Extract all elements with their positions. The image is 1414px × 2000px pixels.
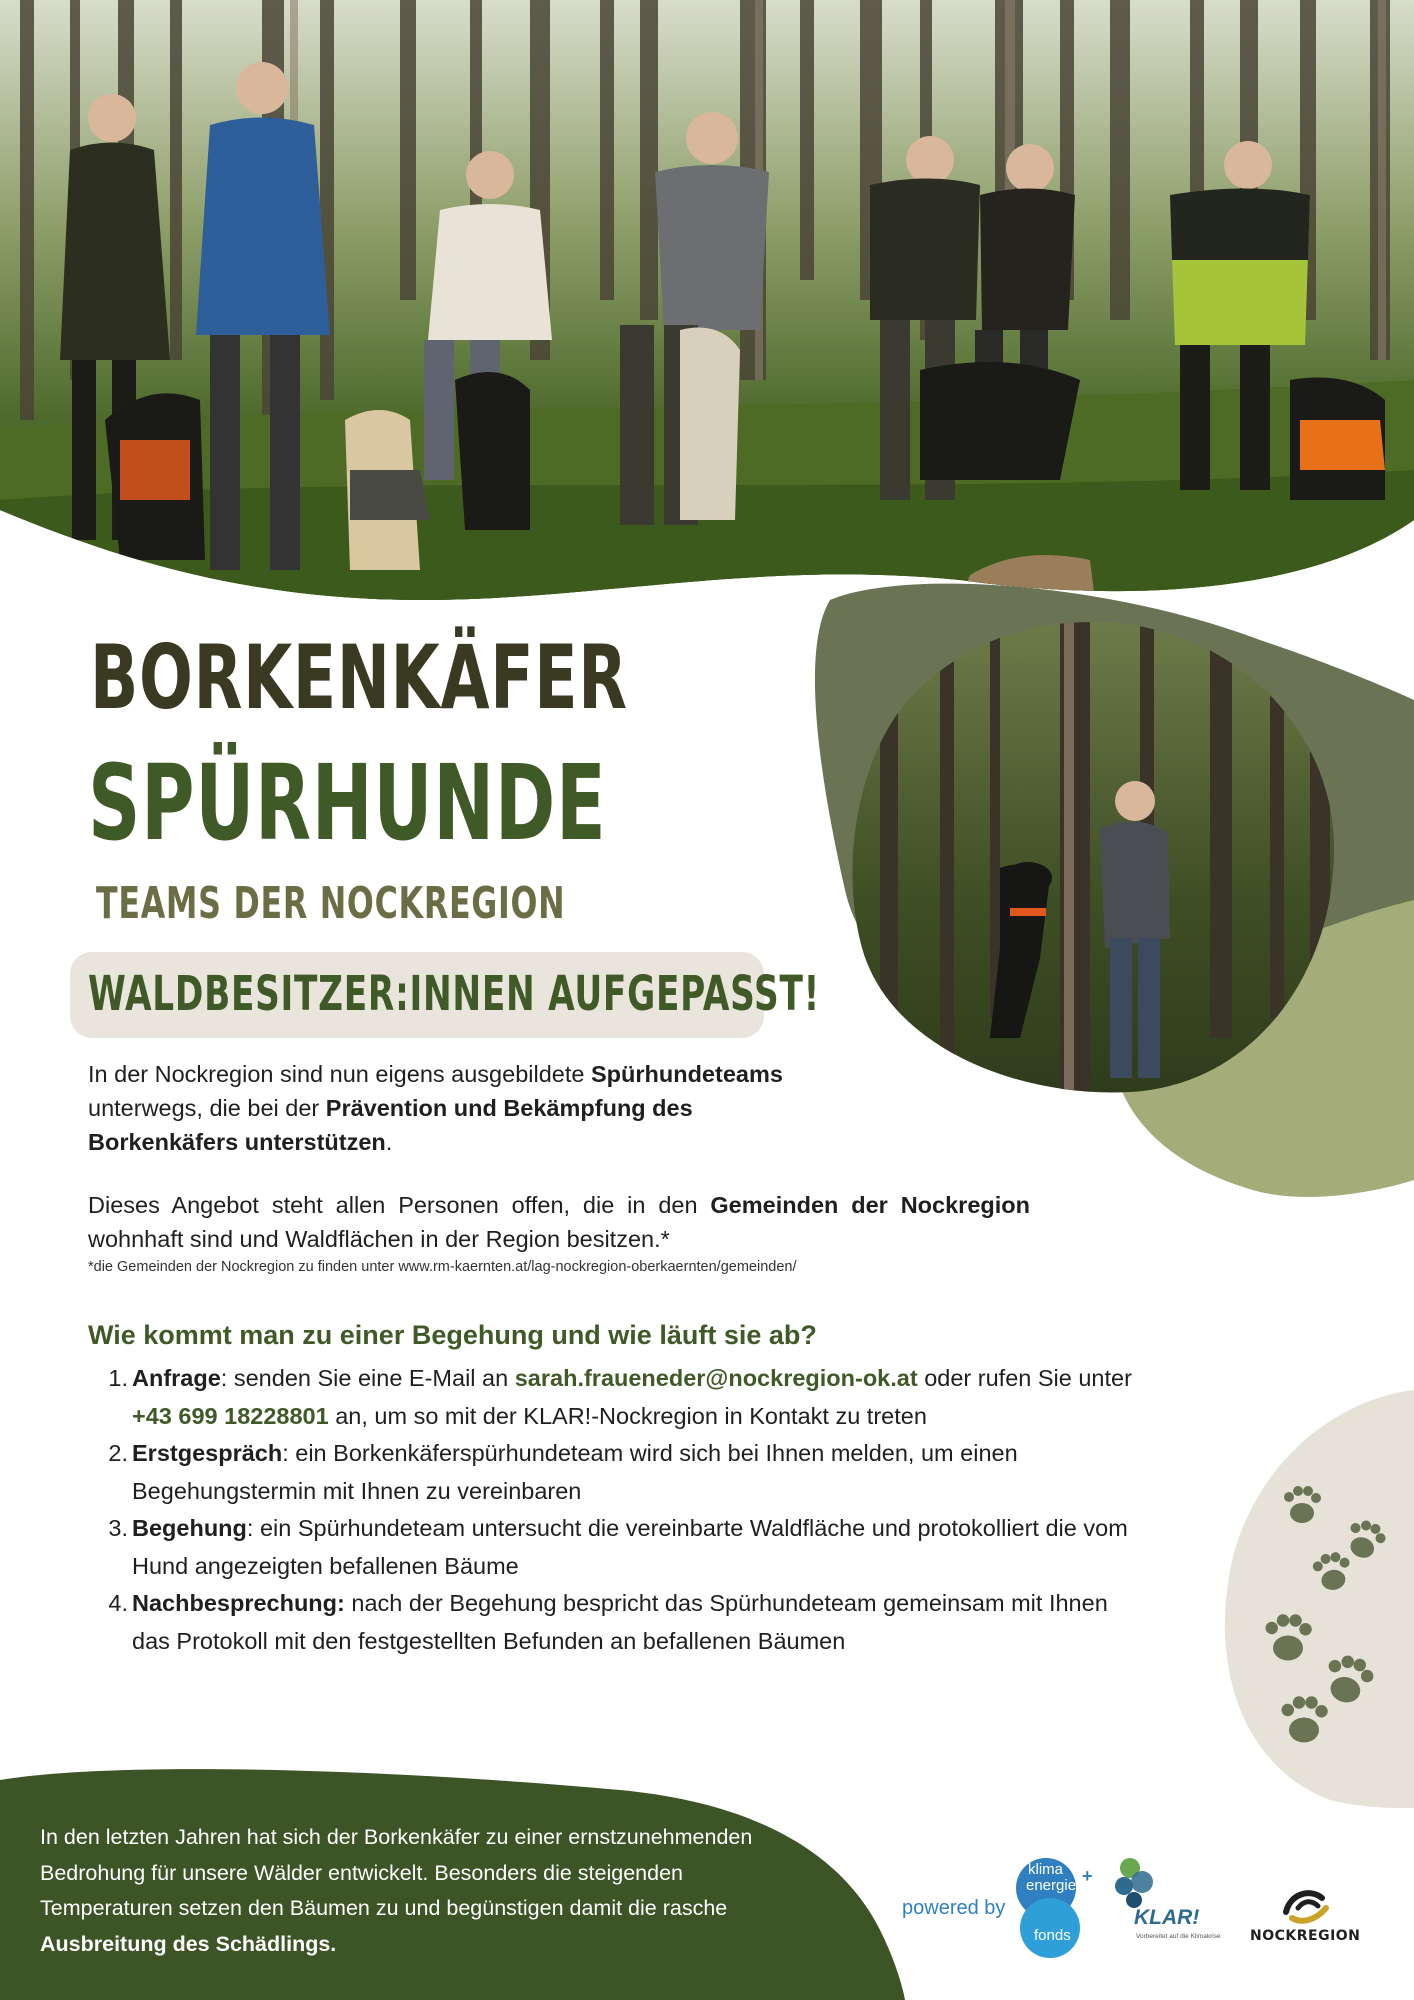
step-text: an, um so mit der KLAR!-Nockregion in Kontakt zu treten [328, 1402, 927, 1429]
intro-paragraph-1 [88, 1057, 848, 1159]
subtitle: TEAMS DER NOCKREGION [96, 878, 566, 929]
powered-by-label: powered by [902, 1897, 1006, 1919]
alert-banner-text: WALDBESITZER:INNEN AUFGEPASST! [88, 966, 820, 1022]
klima-logo-plus: + [1082, 1866, 1093, 1886]
step-title: Anfrage [132, 1365, 221, 1391]
step-text: : ein Spürhundeteam untersucht die vereinbarte Waldfläche und protokolliert die vom Hund angezeigten befallenen Bäume [132, 1515, 1128, 1579]
contact-detail: sarah.fraueneder@nockregion-ok.at [514, 1365, 918, 1391]
title-line1: BORKENKÄFER [90, 626, 628, 729]
steps-list [96, 1360, 1146, 1660]
contact-detail: +43 699 18228801 [132, 1402, 329, 1429]
text-run: In der Nockregion sind nun eigens ausgebildete [88, 1061, 591, 1087]
footer-text [40, 1820, 800, 1962]
step-title: Nachbesprechung: [132, 1590, 345, 1616]
step-text: : ein Borkenkäferspürhundeteam wird sich bei Ihnen melden, um einen Begehungstermin mit Ihnen zu vereinbaren [132, 1440, 1018, 1504]
step-number: 2. [108, 1440, 128, 1466]
step-item [96, 1435, 1146, 1510]
nockregion-logo-icon [1280, 1884, 1332, 1928]
klar-logo-tagline: Vorbereitet auf die Klimakrise [1136, 1933, 1221, 1940]
step-item [96, 1585, 1146, 1660]
klima-logo-line2: energie [1026, 1877, 1077, 1894]
step-number: 3. [108, 1515, 128, 1541]
text-run: Gemeinden der Nockregion [710, 1192, 1030, 1218]
step-text: oder rufen Sie unter [917, 1365, 1132, 1391]
klar-logo [1112, 1854, 1222, 1944]
step-title: Erstgespräch [132, 1440, 283, 1466]
klima-logo-line3: fonds [1034, 1927, 1071, 1944]
hero-photo-forest-teams [0, 0, 1414, 640]
step-number: 1. [108, 1365, 128, 1391]
circle-photo-dog-at-tree [850, 618, 1336, 1094]
title-line2: SPÜRHUNDE [88, 742, 607, 864]
footnote: *die Gemeinden der Nockregion zu finden unter www.rm-kaernten.at/lag-nockregion-oberkaernten/gemeinden/ [88, 1259, 797, 1275]
text-run: Prävention und Bekämpfung des Borkenkäfers unterstützen [88, 1095, 693, 1155]
text-run: unterwegs, die bei der [88, 1095, 326, 1121]
text-run: Spürhundeteams [590, 1061, 783, 1087]
steps-heading: Wie kommt man zu einer Begehung und wie läuft sie ab? [88, 1320, 817, 1350]
step-number: 4. [108, 1590, 128, 1616]
text-run: In den letzten Jahren hat sich der Borkenkäfer zu einer ernstzunehmenden Bedrohung für unsere Wälder entwickelt. Besonders die steigenden Temperaturen setzen den Bäumen zu und begünstigen damit die rasche [40, 1825, 753, 1920]
paw-prints-decoration [1180, 1390, 1414, 1810]
nockregion-logo-text: NOCKREGION [1250, 1928, 1361, 1944]
text-run: Dieses Angebot steht allen Personen offen, die in den [88, 1192, 711, 1218]
text-run: Ausbreitung des Schädlings. [40, 1931, 337, 1956]
text-run: wohnhaft sind und Waldflächen in der Region besitzen.* [88, 1226, 670, 1252]
text-run: . [385, 1129, 393, 1155]
step-text: nach der Begehung bespricht das Spürhundeteam gemeinsam mit Ihnen das Protokoll mit den festgestellten Befunden an befallenen Bäumen [132, 1590, 1108, 1654]
klima-logo-line1: klima [1028, 1861, 1064, 1878]
klar-logo-text: KLAR! [1134, 1906, 1200, 1929]
step-item [96, 1510, 1146, 1585]
intro-paragraph-2 [88, 1188, 1030, 1256]
step-item [96, 1360, 1146, 1435]
step-title: Begehung [132, 1515, 247, 1541]
step-text: : senden Sie eine E-Mail an [220, 1365, 515, 1391]
